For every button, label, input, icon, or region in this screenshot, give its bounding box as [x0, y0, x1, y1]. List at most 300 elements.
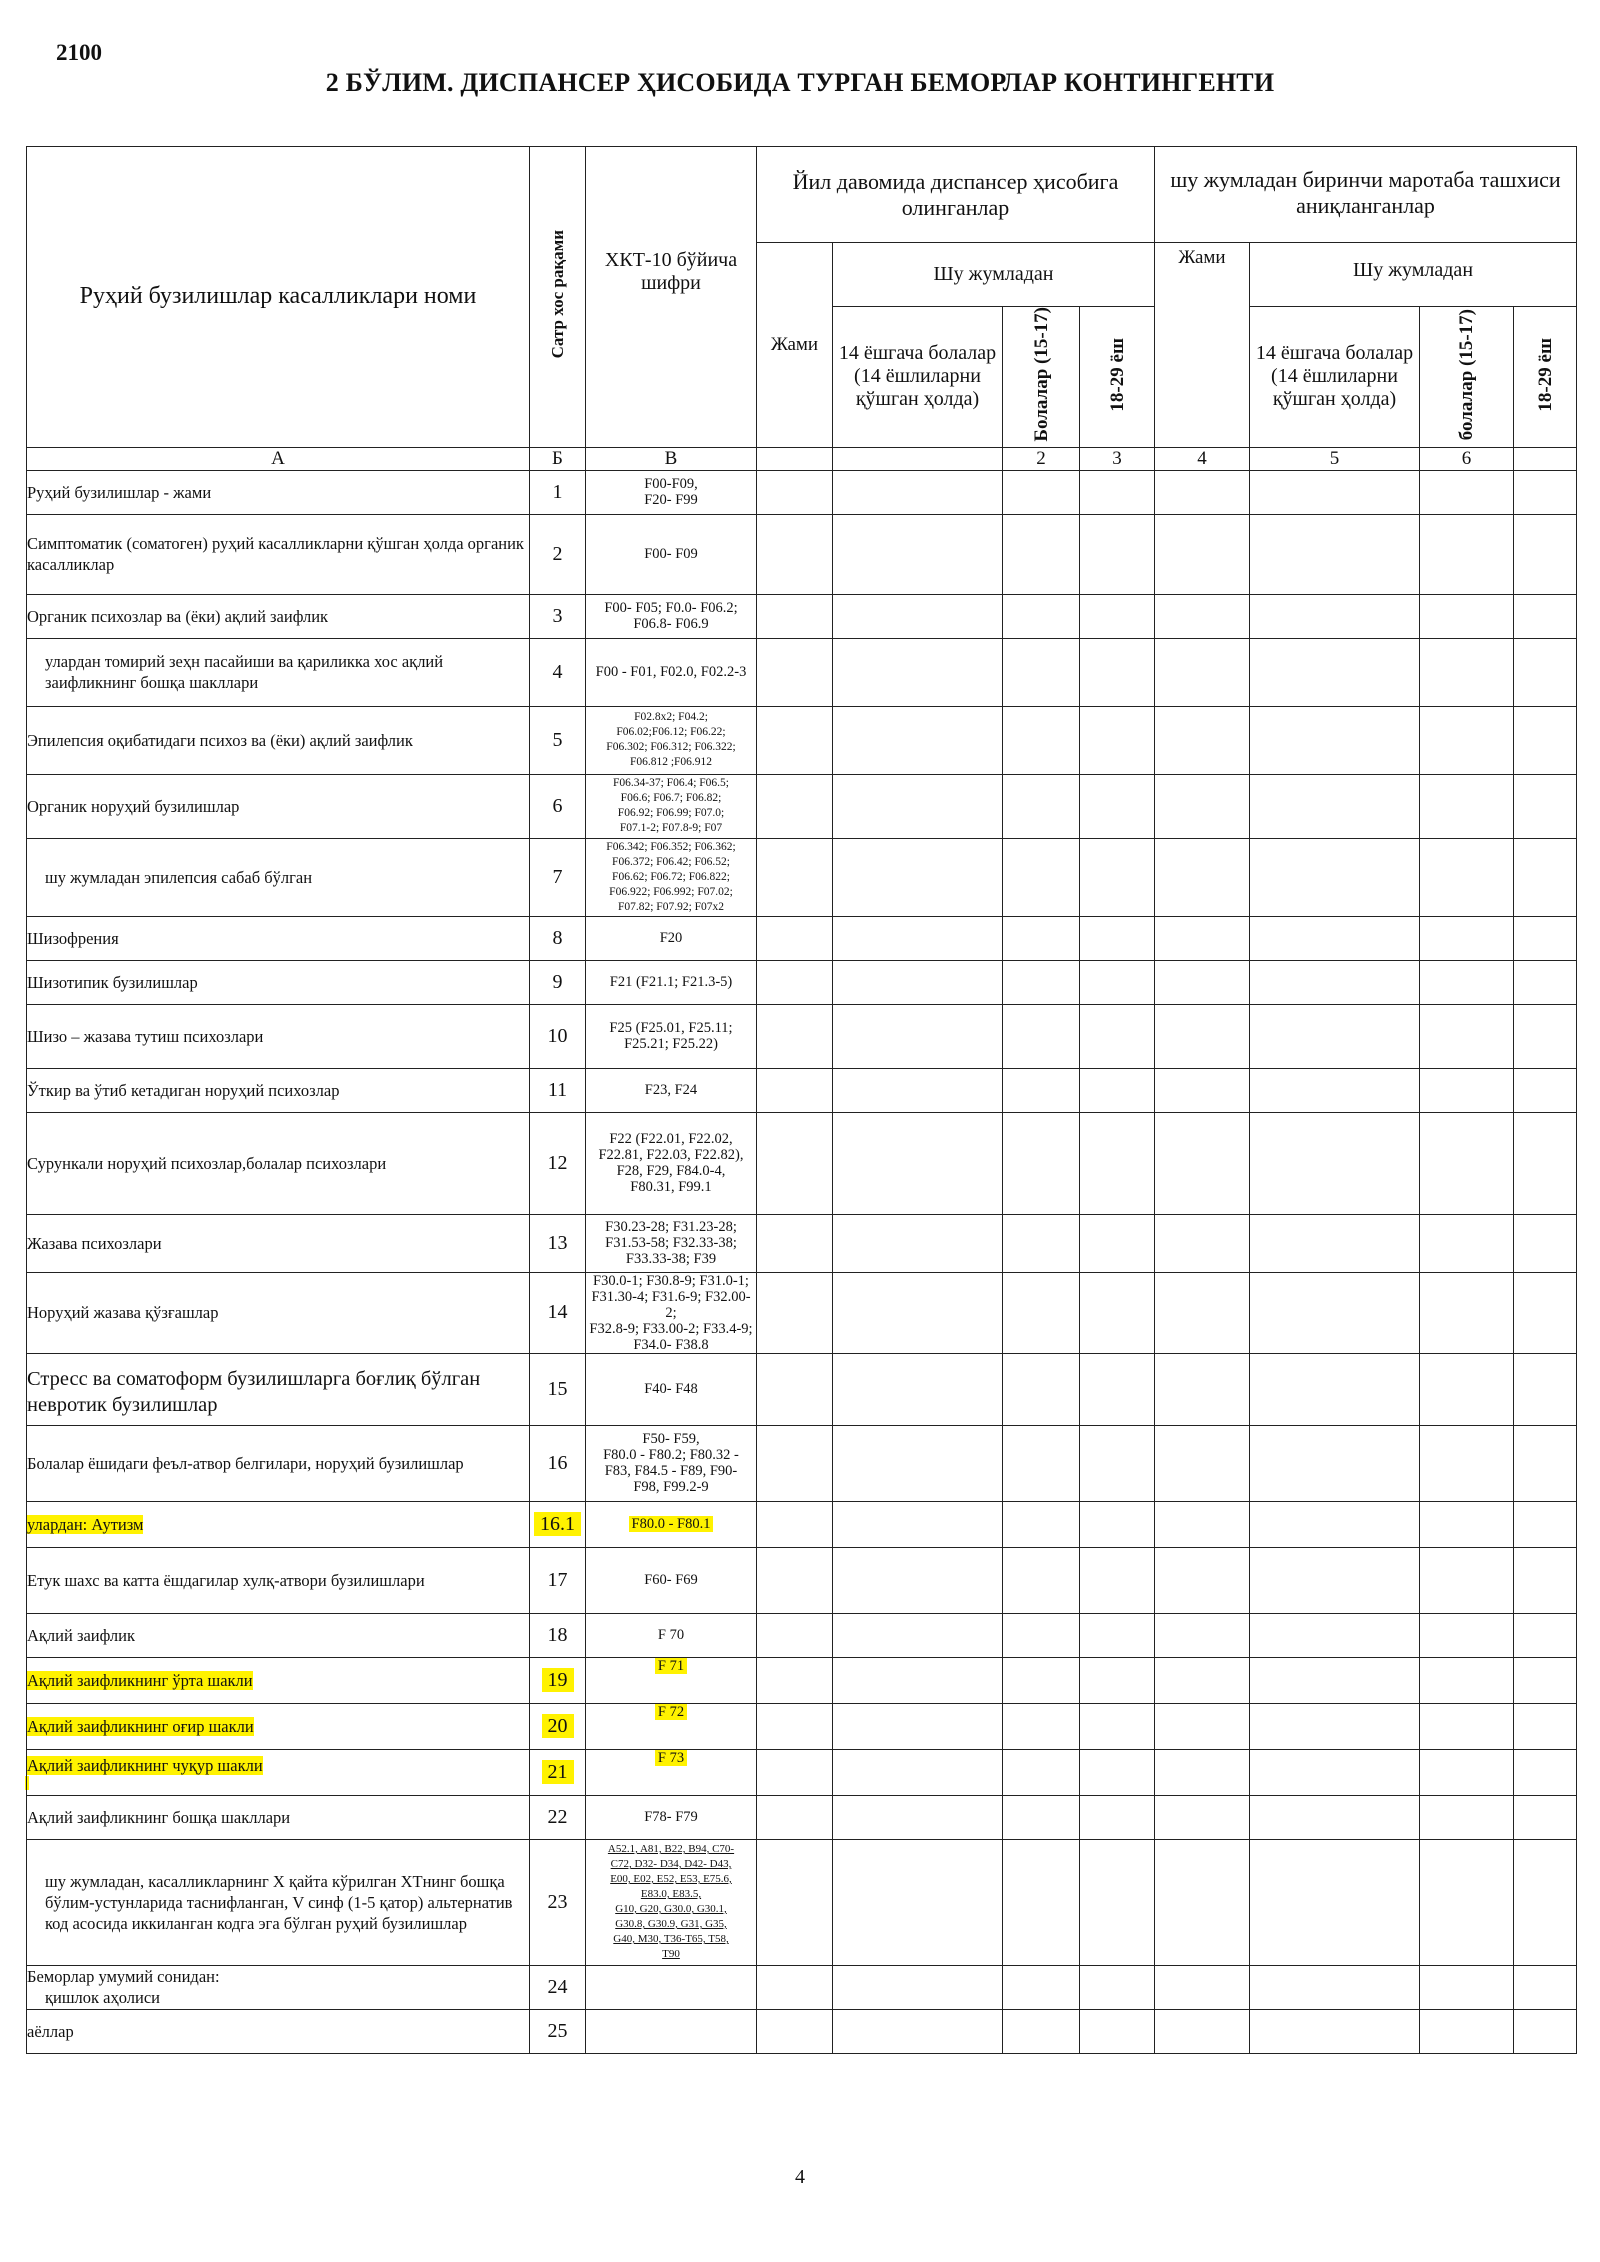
- data-cell[interactable]: [757, 960, 833, 1004]
- data-cell[interactable]: [1155, 1965, 1250, 2009]
- column-letter: 5: [1250, 447, 1420, 470]
- data-cell[interactable]: [1080, 1749, 1155, 1795]
- data-cell[interactable]: [1250, 1749, 1420, 1795]
- row-name-text: Шизотипик бузилишлар: [27, 972, 198, 992]
- data-cell[interactable]: [1250, 2009, 1420, 2053]
- data-cell[interactable]: [1003, 838, 1080, 916]
- header-teens-registered: Болалар (15-17): [1003, 307, 1080, 448]
- column-letter: 2: [1003, 447, 1080, 470]
- row-line-number-text: 16.1: [534, 1512, 581, 1536]
- row-line-number: [530, 960, 586, 1004]
- data-cell[interactable]: [1080, 1965, 1155, 2009]
- data-cell[interactable]: [1420, 470, 1514, 514]
- data-cell[interactable]: [833, 1657, 1003, 1703]
- data-cell[interactable]: [1250, 1214, 1420, 1272]
- data-cell[interactable]: [757, 838, 833, 916]
- data-cell[interactable]: [1080, 638, 1155, 706]
- data-cell[interactable]: [1514, 1501, 1577, 1547]
- data-cell[interactable]: [1420, 1214, 1514, 1272]
- row-line-number: [530, 1749, 586, 1795]
- contingent-table: [26, 146, 1577, 2054]
- row-icd-code: [586, 774, 757, 838]
- row-disease-name: [27, 706, 530, 774]
- row-disease-name: [27, 916, 530, 960]
- row-name-text: аёллар: [27, 2021, 74, 2041]
- data-cell[interactable]: [757, 1112, 833, 1214]
- data-cell[interactable]: [757, 1657, 833, 1703]
- table-row: [27, 1965, 1577, 2009]
- data-cell[interactable]: [1155, 1112, 1250, 1214]
- data-cell[interactable]: [1250, 960, 1420, 1004]
- row-name-text: Стресс ва соматоформ бузилишларга боғлиқ бўлган невротик бузилишлар: [27, 1368, 481, 1417]
- data-cell[interactable]: [1080, 1501, 1155, 1547]
- data-cell[interactable]: [1250, 1613, 1420, 1657]
- data-cell[interactable]: [833, 774, 1003, 838]
- row-line-number: [530, 1965, 586, 2009]
- table-row: [27, 838, 1577, 916]
- data-cell[interactable]: [1514, 1547, 1577, 1613]
- table-row: [27, 594, 1577, 638]
- data-cell[interactable]: [1155, 1353, 1250, 1425]
- data-cell[interactable]: [1514, 1353, 1577, 1425]
- data-cell[interactable]: [1003, 1214, 1080, 1272]
- data-cell[interactable]: [1080, 1425, 1155, 1501]
- data-cell[interactable]: [1080, 1272, 1155, 1353]
- data-cell[interactable]: [757, 1272, 833, 1353]
- data-cell[interactable]: [1080, 1839, 1155, 1965]
- data-cell[interactable]: [1155, 1703, 1250, 1749]
- data-cell[interactable]: [1420, 774, 1514, 838]
- data-cell[interactable]: [1003, 470, 1080, 514]
- data-cell[interactable]: [1420, 1068, 1514, 1112]
- data-cell[interactable]: [833, 1353, 1003, 1425]
- data-cell[interactable]: [1250, 1272, 1420, 1353]
- data-cell[interactable]: [757, 1965, 833, 2009]
- row-name-text: Органик психозлар ва (ёки) ақлий заифлик: [27, 606, 329, 626]
- table-row: [27, 1112, 1577, 1214]
- data-cell[interactable]: [833, 706, 1003, 774]
- data-cell[interactable]: [1514, 1425, 1577, 1501]
- data-cell[interactable]: [1003, 1068, 1080, 1112]
- data-cell[interactable]: [1003, 2009, 1080, 2053]
- data-cell[interactable]: [1420, 1839, 1514, 1965]
- data-cell[interactable]: [1003, 1004, 1080, 1068]
- header-including-registered: Шу жумладан: [833, 243, 1155, 307]
- data-cell[interactable]: [757, 706, 833, 774]
- data-cell[interactable]: [757, 1839, 833, 1965]
- data-cell[interactable]: [1514, 594, 1577, 638]
- data-cell[interactable]: [1514, 1839, 1577, 1965]
- header-children-14-registered: 14 ёшгача болалар (14 ёшлиларни қўшган ҳолда): [833, 307, 1003, 448]
- data-cell[interactable]: [1003, 1353, 1080, 1425]
- data-cell[interactable]: [1420, 1657, 1514, 1703]
- data-cell[interactable]: [1250, 1965, 1420, 2009]
- page-title: 2 БЎЛИМ. ДИСПАНСЕР ҲИСОБИДА ТУРГАН БЕМОРЛАР КОНТИНГЕНТИ: [325, 68, 1275, 97]
- row-line-number-text: 21: [542, 1760, 574, 1784]
- data-cell[interactable]: [1250, 1353, 1420, 1425]
- data-cell[interactable]: [1003, 1547, 1080, 1613]
- data-cell[interactable]: [1155, 2009, 1250, 2053]
- data-cell[interactable]: [1003, 1613, 1080, 1657]
- data-cell[interactable]: [833, 1839, 1003, 1965]
- data-cell[interactable]: [1420, 916, 1514, 960]
- data-cell[interactable]: [1514, 638, 1577, 706]
- row-line-number: [530, 1353, 586, 1425]
- data-cell[interactable]: [757, 638, 833, 706]
- data-cell[interactable]: [1514, 916, 1577, 960]
- row-icd-code-text: F 71: [655, 1658, 687, 1674]
- row-icd-code-text: F20: [659, 930, 683, 947]
- data-cell[interactable]: [1514, 838, 1577, 916]
- data-cell[interactable]: [1155, 1749, 1250, 1795]
- row-disease-name: [27, 1112, 530, 1214]
- table-row: [27, 1214, 1577, 1272]
- header-children-14-first: 14 ёшгача болалар (14 ёшлиларни қўшган ҳолда): [1250, 307, 1420, 448]
- data-cell[interactable]: [1514, 1657, 1577, 1703]
- row-name-text: Шизо – жазава тутиш психозлари: [27, 1026, 264, 1046]
- data-cell[interactable]: [757, 1004, 833, 1068]
- data-cell[interactable]: [1003, 1839, 1080, 1965]
- data-cell[interactable]: [757, 1547, 833, 1613]
- data-cell[interactable]: [1080, 594, 1155, 638]
- data-cell[interactable]: [1514, 2009, 1577, 2053]
- header-icd-code: ХКТ-10 бўйича шифри: [586, 147, 757, 448]
- data-cell[interactable]: [757, 1353, 833, 1425]
- data-cell[interactable]: [1155, 1613, 1250, 1657]
- data-cell[interactable]: [833, 594, 1003, 638]
- data-cell[interactable]: [1003, 1501, 1080, 1547]
- data-cell[interactable]: [1155, 470, 1250, 514]
- row-disease-name: [27, 960, 530, 1004]
- data-cell[interactable]: [1420, 1004, 1514, 1068]
- data-cell[interactable]: [1250, 594, 1420, 638]
- data-cell[interactable]: [1514, 1068, 1577, 1112]
- data-cell[interactable]: [1250, 1657, 1420, 1703]
- data-cell[interactable]: [1420, 594, 1514, 638]
- data-cell[interactable]: [1003, 1795, 1080, 1839]
- data-cell[interactable]: [1080, 1795, 1155, 1839]
- row-icd-code-text: A52.1, A81, B22, B94, C70- C72, D32- D34, D42- D43, E00, E02, E52, E53, E75.6, E83.0, E83.5, G10, G20, G30.0, G30.1, G30.8, G30.9, G31, G35, G40, M30, T36-T65, T58, T90: [607, 1843, 735, 1961]
- data-cell[interactable]: [1003, 514, 1080, 594]
- row-icd-code: [586, 1425, 757, 1501]
- row-name-text: Ақлий заифлик: [27, 1625, 135, 1645]
- data-cell[interactable]: [833, 1703, 1003, 1749]
- data-cell[interactable]: [1155, 1795, 1250, 1839]
- data-cell[interactable]: [833, 838, 1003, 916]
- highlight-mark: [25, 1776, 29, 1790]
- row-disease-name: [27, 1272, 530, 1353]
- data-cell[interactable]: [1155, 638, 1250, 706]
- row-line-number-text: 11: [547, 1078, 568, 1101]
- data-cell[interactable]: [1003, 706, 1080, 774]
- data-cell[interactable]: [1155, 960, 1250, 1004]
- data-cell[interactable]: [757, 1501, 833, 1547]
- data-cell[interactable]: [1080, 774, 1155, 838]
- form-code: 2100: [56, 40, 102, 65]
- row-icd-code-text: F02.8x2; F04.2; F06.02;F06.12; F06.22; F06.302; F06.312; F06.322; F06.812 ;F06.912: [606, 711, 736, 769]
- data-cell[interactable]: [1080, 1703, 1155, 1749]
- data-cell[interactable]: [1155, 1068, 1250, 1112]
- data-cell[interactable]: [1420, 1272, 1514, 1353]
- data-cell[interactable]: [757, 2009, 833, 2053]
- data-cell[interactable]: [833, 1272, 1003, 1353]
- table-row: [27, 2009, 1577, 2053]
- data-cell[interactable]: [833, 1004, 1003, 1068]
- data-cell[interactable]: [757, 514, 833, 594]
- row-icd-code: [586, 1965, 757, 2009]
- row-line-number: [530, 1547, 586, 1613]
- data-cell[interactable]: [1250, 1795, 1420, 1839]
- data-cell[interactable]: [1003, 960, 1080, 1004]
- data-cell[interactable]: [1420, 1547, 1514, 1613]
- data-cell[interactable]: [1250, 916, 1420, 960]
- data-cell[interactable]: [1514, 514, 1577, 594]
- data-cell[interactable]: [1514, 706, 1577, 774]
- row-disease-name: [27, 1749, 530, 1795]
- data-cell[interactable]: [833, 1501, 1003, 1547]
- row-disease-name: [27, 838, 530, 916]
- data-cell[interactable]: [1514, 1703, 1577, 1749]
- data-cell[interactable]: [1003, 774, 1080, 838]
- data-cell[interactable]: [1250, 470, 1420, 514]
- data-cell[interactable]: [1003, 1657, 1080, 1703]
- data-cell[interactable]: [757, 1068, 833, 1112]
- row-line-number: [530, 1112, 586, 1214]
- data-cell[interactable]: [1003, 916, 1080, 960]
- data-cell[interactable]: [833, 1112, 1003, 1214]
- data-cell[interactable]: [1003, 1272, 1080, 1353]
- row-name-text: улардан: Аутизм: [27, 1514, 144, 1534]
- row-icd-code-text: F00- F09: [644, 546, 698, 563]
- data-cell[interactable]: [1003, 1965, 1080, 2009]
- data-cell[interactable]: [833, 1425, 1003, 1501]
- data-cell[interactable]: [757, 1613, 833, 1657]
- data-cell[interactable]: [1514, 470, 1577, 514]
- data-cell[interactable]: [1514, 1749, 1577, 1795]
- row-name-text: Симптоматик (соматоген) руҳий касалликларни қўшган ҳолда органик касалликлар: [27, 534, 524, 575]
- data-cell[interactable]: [1250, 1425, 1420, 1501]
- data-cell[interactable]: [1080, 1112, 1155, 1214]
- data-cell[interactable]: [1080, 1353, 1155, 1425]
- data-cell[interactable]: [757, 470, 833, 514]
- data-cell[interactable]: [1155, 594, 1250, 638]
- row-line-number: [530, 838, 586, 916]
- row-disease-name: [27, 1965, 530, 2009]
- row-icd-code-text: F00 - F01, F02.0, F02.2-3: [595, 664, 747, 681]
- data-cell[interactable]: [1155, 706, 1250, 774]
- data-cell[interactable]: [1420, 1353, 1514, 1425]
- data-cell[interactable]: [1250, 1501, 1420, 1547]
- table-row: [27, 1613, 1577, 1657]
- data-cell[interactable]: [757, 594, 833, 638]
- row-name-subtext: қишлок аҳолиси: [45, 1988, 161, 2008]
- data-cell[interactable]: [1080, 916, 1155, 960]
- data-cell[interactable]: [1250, 1004, 1420, 1068]
- data-cell[interactable]: [1420, 2009, 1514, 2053]
- data-cell[interactable]: [1155, 916, 1250, 960]
- data-cell[interactable]: [1420, 1795, 1514, 1839]
- data-cell[interactable]: [1514, 1613, 1577, 1657]
- data-cell[interactable]: [833, 1795, 1003, 1839]
- data-cell[interactable]: [757, 916, 833, 960]
- data-cell[interactable]: [1250, 514, 1420, 594]
- data-cell[interactable]: [1420, 1965, 1514, 2009]
- table-row: [27, 916, 1577, 960]
- data-cell[interactable]: [833, 1613, 1003, 1657]
- row-icd-code-text: F06.342; F06.352; F06.362; F06.372; F06.42; F06.52; F06.62; F06.72; F06.822; F06.922; F06.992; F07.02; F07.82; F07.92; F07x2: [606, 840, 736, 913]
- row-name-text: Ўткир ва ўтиб кетадиган норуҳий психозлар: [27, 1080, 340, 1100]
- data-cell[interactable]: [833, 2009, 1003, 2053]
- data-cell[interactable]: [1250, 838, 1420, 916]
- data-cell[interactable]: [833, 960, 1003, 1004]
- data-cell[interactable]: [1420, 838, 1514, 916]
- data-cell[interactable]: [833, 1214, 1003, 1272]
- data-cell[interactable]: [1250, 1703, 1420, 1749]
- data-cell[interactable]: [1080, 1068, 1155, 1112]
- row-line-number-text: 18: [547, 1623, 568, 1646]
- data-cell[interactable]: [757, 1703, 833, 1749]
- data-cell[interactable]: [1250, 1547, 1420, 1613]
- data-cell[interactable]: [1155, 838, 1250, 916]
- data-cell[interactable]: [833, 1547, 1003, 1613]
- table-row: [27, 1353, 1577, 1425]
- row-icd-code: [586, 1795, 757, 1839]
- row-icd-code: [586, 706, 757, 774]
- data-cell[interactable]: [1003, 594, 1080, 638]
- header-first-diagnosed: шу жумладан биринчи маротаба ташхиси аниқланганлар: [1155, 147, 1577, 243]
- row-disease-name: [27, 774, 530, 838]
- row-icd-code: [586, 1214, 757, 1272]
- column-letters-row: [27, 447, 1577, 470]
- data-cell[interactable]: [1080, 1004, 1155, 1068]
- data-cell[interactable]: [1155, 1501, 1250, 1547]
- data-cell[interactable]: [1080, 2009, 1155, 2053]
- data-cell[interactable]: [1420, 706, 1514, 774]
- header-youth-registered: 18-29 ёш: [1080, 307, 1155, 448]
- data-cell[interactable]: [1003, 1425, 1080, 1501]
- data-cell[interactable]: [1080, 960, 1155, 1004]
- data-cell[interactable]: [1514, 960, 1577, 1004]
- data-cell[interactable]: [1080, 470, 1155, 514]
- data-cell[interactable]: [1080, 838, 1155, 916]
- row-icd-code-text: F22 (F22.01, F22.02, F22.81, F22.03, F22.82), F28, F29, F84.0-4, F80.31, F99.1: [598, 1131, 744, 1196]
- data-cell[interactable]: [833, 1068, 1003, 1112]
- row-line-number-text: 7: [552, 865, 563, 888]
- data-cell[interactable]: [1514, 1795, 1577, 1839]
- data-cell[interactable]: [1514, 774, 1577, 838]
- data-cell[interactable]: [757, 1795, 833, 1839]
- data-cell[interactable]: [1080, 706, 1155, 774]
- table-row: [27, 1839, 1577, 1965]
- data-cell[interactable]: [1250, 774, 1420, 838]
- data-cell[interactable]: [1155, 1004, 1250, 1068]
- data-cell[interactable]: [1420, 1501, 1514, 1547]
- row-name-text: Органик норуҳий бузилишлар: [27, 796, 240, 816]
- data-cell[interactable]: [757, 1749, 833, 1795]
- row-disease-name: [27, 1004, 530, 1068]
- data-cell[interactable]: [1250, 1839, 1420, 1965]
- data-cell[interactable]: [1250, 706, 1420, 774]
- data-cell[interactable]: [833, 1749, 1003, 1795]
- data-cell[interactable]: [1514, 1272, 1577, 1353]
- data-cell[interactable]: [1514, 1004, 1577, 1068]
- data-cell[interactable]: [833, 1965, 1003, 2009]
- row-name-text: Ақлий заифликнинг оғир шакли: [27, 1716, 254, 1736]
- data-cell[interactable]: [757, 1425, 833, 1501]
- row-icd-code-text: F00-F09, F20- F99: [644, 476, 698, 509]
- data-cell[interactable]: [1003, 638, 1080, 706]
- row-icd-code: [586, 838, 757, 916]
- data-cell[interactable]: [1250, 1068, 1420, 1112]
- data-cell[interactable]: [1080, 1547, 1155, 1613]
- data-cell[interactable]: [1514, 1112, 1577, 1214]
- row-icd-code: [586, 1749, 757, 1795]
- data-cell[interactable]: [1420, 514, 1514, 594]
- data-cell[interactable]: [757, 1214, 833, 1272]
- data-cell[interactable]: [1514, 1214, 1577, 1272]
- data-cell[interactable]: [1420, 1613, 1514, 1657]
- data-cell[interactable]: [1420, 1749, 1514, 1795]
- data-cell[interactable]: [1420, 960, 1514, 1004]
- row-line-number: [530, 638, 586, 706]
- data-cell[interactable]: [1155, 1214, 1250, 1272]
- data-cell[interactable]: [1420, 638, 1514, 706]
- data-cell[interactable]: [1155, 1657, 1250, 1703]
- data-cell[interactable]: [833, 514, 1003, 594]
- data-cell[interactable]: [1250, 638, 1420, 706]
- data-cell[interactable]: [1080, 1214, 1155, 1272]
- data-cell[interactable]: [833, 638, 1003, 706]
- header-teens-first: болалар (15-17): [1420, 307, 1514, 448]
- data-cell[interactable]: [1080, 1613, 1155, 1657]
- data-cell[interactable]: [1155, 1272, 1250, 1353]
- table-row: [27, 1272, 1577, 1353]
- table-row: [27, 514, 1577, 594]
- data-cell[interactable]: [1003, 1703, 1080, 1749]
- column-letter: 4: [1155, 447, 1250, 470]
- data-cell[interactable]: [1155, 1425, 1250, 1501]
- data-cell[interactable]: [1155, 514, 1250, 594]
- row-disease-name: [27, 1353, 530, 1425]
- data-cell[interactable]: [1420, 1425, 1514, 1501]
- data-cell[interactable]: [1155, 774, 1250, 838]
- data-cell[interactable]: [1420, 1112, 1514, 1214]
- row-line-number: [530, 1214, 586, 1272]
- table-row: [27, 638, 1577, 706]
- row-line-number-text: 2: [552, 542, 563, 565]
- data-cell[interactable]: [1080, 1657, 1155, 1703]
- data-cell[interactable]: [1080, 514, 1155, 594]
- data-cell[interactable]: [1155, 1839, 1250, 1965]
- table-row: [27, 1795, 1577, 1839]
- row-line-number: [530, 1004, 586, 1068]
- data-cell[interactable]: [1420, 1703, 1514, 1749]
- row-disease-name: [27, 1425, 530, 1501]
- table-row: [27, 1501, 1577, 1547]
- data-cell[interactable]: [833, 916, 1003, 960]
- data-cell[interactable]: [1250, 1112, 1420, 1214]
- data-cell[interactable]: [1155, 1547, 1250, 1613]
- row-disease-name: [27, 1613, 530, 1657]
- column-letter: 6: [1420, 447, 1514, 470]
- data-cell[interactable]: [1003, 1749, 1080, 1795]
- row-line-number-text: 25: [547, 2019, 568, 2042]
- data-cell[interactable]: [1514, 1965, 1577, 2009]
- data-cell[interactable]: [757, 774, 833, 838]
- row-name-text: Сурункали норуҳий психозлар,болалар психозлари: [27, 1153, 387, 1173]
- data-cell[interactable]: [1003, 1112, 1080, 1214]
- data-cell[interactable]: [833, 470, 1003, 514]
